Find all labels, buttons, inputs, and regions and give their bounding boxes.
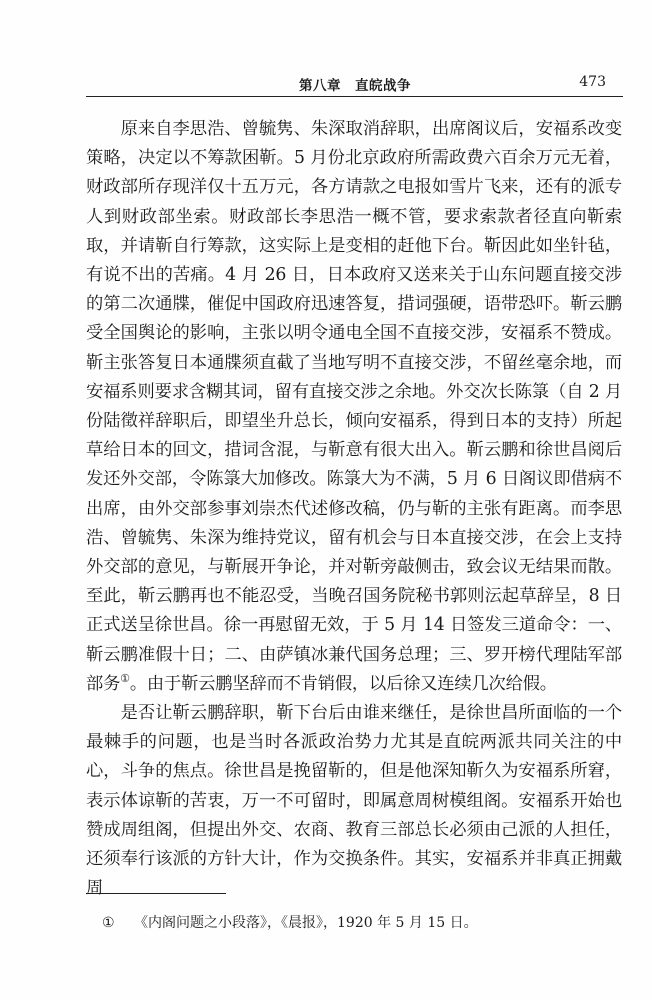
paragraph-text: 原来自李思浩、曾毓隽、朱深取消辞职，出席阁议后，安福系改变策略，决定以不筹款困靳。5 月份北京政府所需政费六百余万元无着，财政部所存现洋仅十五万元，各方请款之电报如雪片飞来，还有的派专人到财政部坐索。财政部长李思浩一概不管，要求索款者径直向靳索取，并请靳自行筹款，这实际上是变相的赶他下台。靳因此如坐针毡，有说不出的苦痛。4 月 26 日，日本政府又送来关于山东问题直接交涉的第二次通牒，催促中国政府迅速答复，措词强硬，语带恐吓。靳云鹏受全国舆论的影响，主张以明令通电全国不直接交涉，安福系不赞成。靳主张答复日本通牒须直截了当地写明不直接交涉，不留丝毫余地，而安福系则要求含糊其词，留有直接交涉之余地。外交次长陈箓（自 2 月份陆徵祥辞职后，即望坐升总长，倾向安福系，得到日本的支持）所起草给日本的回文，措词含混，与靳意有很大出入。靳云鹏和徐世昌阅后发还外交部，令陈箓大加修改。陈箓大为不满，5 月 6 日阁议即借病不出席，由外交部参事刘崇杰代述修改稿，仍与靳的主张有距离。而李思浩、曾毓隽、朱深为维持党议，留有机会与日本直接交涉，在会上支持外交部的意见，与靳展开争论，并对靳旁敲侧击，致会议无结果而散。至此，靳云鹏再也不能忍受，当晚召国务院秘书郭则沄起草辞呈，8 日正式送呈徐世昌。徐一再慰留无效，于 5 月 14 日签发三道命令：一、靳云鹏准假十日；二、由萨镇冰兼代国务总理；三、罗开榜代理陆军部部务: [86, 119, 622, 694]
header-rule: [86, 96, 623, 97]
chapter-title: 第八章 直皖战争: [299, 78, 411, 94]
page-number: 473: [579, 74, 606, 90]
footnote: [102, 913, 602, 933]
footnote-number: ①: [102, 915, 115, 931]
footnote-text: 《内阁问题之小段落》，《晨报》，1920 年 5 月 15 日。: [134, 915, 478, 931]
paragraph: [86, 115, 622, 699]
paragraph-text: 。由于靳云鹏坚辞而不肯销假，以后徐又连续几次给假。: [129, 673, 557, 694]
footnote-rule: [86, 893, 226, 894]
footnote-reference[interactable]: ①: [120, 672, 130, 686]
paragraph: 是否让靳云鹏辞职，靳下台后由谁来继任，是徐世昌所面临的一个最棘手的问题，也是当时各派政治势力尤其是直皖两派共同关注的中心，斗争的焦点。徐世昌是挽留靳的，但是他深知靳久为安福系所窘，表示体谅靳的苦衷，万一不可留时，即属意周树模组阁。安福系开始也赞成周组阁，但提出外交、农商、教育三部总长必须由己派的人担任，还须奉行该派的方针大计，作为交换条件。其实，安福系并非真正拥戴周: [86, 703, 622, 899]
running-head: [90, 68, 620, 92]
body-text: [86, 115, 622, 903]
